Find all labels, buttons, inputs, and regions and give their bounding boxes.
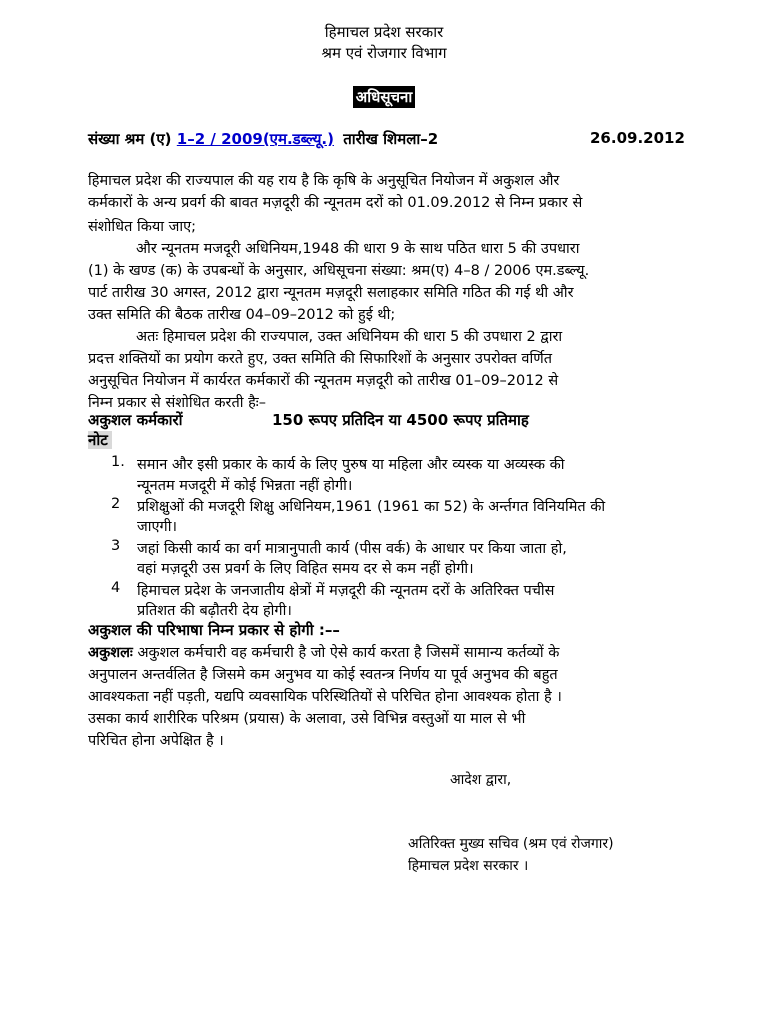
note-item-4-line2: प्रतिशत की बढ़ौतरी देय होगी। — [137, 603, 292, 619]
note-item-1-number: 1. — [111, 454, 125, 470]
ref-date: 26.09.2012 — [590, 129, 685, 147]
para2-line4: उक्त समिति की बैठक तारीख 04–09–2012 को हुई थी; — [88, 307, 396, 323]
signatory-designation: अतिरिक्त मुख्य सचिव (श्रम एवं रोजगार) — [408, 836, 614, 852]
note-heading-wrap — [88, 430, 112, 450]
ref-date-label: तारीख शिमला–2 — [343, 130, 439, 148]
definition-term: अकुशलः — [88, 645, 133, 661]
note-item-1-line1: समान और इसी प्रकार के कार्य के लिए पुरुष या महिला और व्यस्क या अव्यस्क की — [137, 457, 565, 473]
para2-line1: और न्यूनतम मजदूरी अधिनियम,1948 की धारा 9 के साथ पठित धारा 5 की उपधारा — [136, 241, 580, 257]
para1-line3: संशोधित किया जाए; — [88, 219, 197, 235]
ref-prefix: संख्या श्रम (ए) — [88, 130, 172, 148]
ref-line — [88, 129, 438, 149]
note-item-3-line1: जहां किसी कार्य का वर्ग मात्रानुपाती कार्य (पीस वर्क) के आधार पर किया जाता हो, — [137, 541, 567, 557]
para3-line3: अनुसूचित नियोजन में कार्यरत कर्मकारों की न्यूनतम मज़दूरी को तारीख 01–09–2012 से — [88, 373, 559, 389]
para2-line2: (1) के खण्ड (क) के उपबन्धों के अनुसार, अधिसूचना संख्या: श्रम(ए) 4–8 / 2006 एम.डब्ल्यू. — [88, 263, 590, 279]
notice-title-wrap — [0, 86, 768, 108]
order-by: आदेश द्वारा, — [450, 772, 512, 788]
definition-line5: परिचित होना अपेक्षित है । — [88, 733, 224, 749]
govt-header: हिमाचल प्रदेश सरकार — [324, 23, 444, 41]
notice-title: अधिसूचना — [353, 86, 415, 108]
definition-line3: आवश्यकता नहीं पड़ती, यद्यपि व्यवसायिक परिस्थितियों से परिचित होना आवश्यक होता है । — [88, 689, 562, 705]
para1-line1: हिमाचल प्रदेश की राज्यपाल की यह राय है कि कृषि के अनुसूचित नियोजन में अकुशल और — [88, 173, 560, 189]
definition-line1 — [88, 642, 559, 662]
para2-line3: पार्ट तारीख 30 अगस्त, 2012 द्वारा न्यूनतम मज़दूरी सलाहकार समिति गठित की गई थी और — [88, 285, 574, 301]
para3-line2: प्रदत्त शक्तियों का प्रयोग करते हुए, उक्त समिति की सिफारिशों के अनुसार उपरोक्त वर्णित — [88, 351, 552, 367]
para1-line2: कर्मकारों के अन्य प्रवर्ग की बावत मज़दूरी की न्यूनतम दरों को 01.09.2012 से निम्न प्रकार से — [88, 195, 583, 211]
definition-line2: अनुपालन अन्तर्वलित है जिसमे कम अनुभव या कोई स्वतन्त्र निर्णय या पूर्व अनुभव की बहुत — [88, 667, 558, 683]
note-item-3-line2: वहां मज़दूरी उस प्रवर्ग के लिए विहित समय दर से कम नहीं होगी। — [137, 561, 474, 577]
note-item-1-line2: न्यूनतम मजदूरी में कोई भिन्नता नहीं होगी। — [137, 478, 353, 494]
note-item-4-line1: हिमाचल प्रदेश के जनजातीय क्षेत्रों में मज़दूरी की न्यूनतम दरों के अतिरिक्त पचीस — [137, 583, 555, 599]
wage-label: अकुशल कर्मकारों — [88, 411, 183, 429]
note-item-2-number: 2 — [111, 496, 121, 512]
para3-line4: निम्न प्रकार से संशोधित करती हैः– — [88, 395, 266, 411]
definition-line4: उसका कार्य शारीरिक परिश्रम (प्रयास) के अलावा, उसे विभिन्न वस्तुओं या माल से भी — [88, 711, 526, 727]
note-item-2-line2: जाएगी। — [137, 519, 177, 535]
dept-header: श्रम एवं रोजगार विभाग — [321, 44, 447, 62]
signatory-govt: हिमाचल प्रदेश सरकार । — [408, 858, 529, 874]
definition-line1-text: अकुशल कर्मचारी वह कर्मचारी है जो ऐसे कार्य करता है जिसमें सामान्य कर्तव्यों के — [132, 645, 560, 661]
ref-number-link[interactable]: 1–2 / 2009(एम.डब्ल्यू.) — [176, 130, 334, 148]
note-item-2-line1: प्रशिक्षुओं की मजदूरी शिक्षु अधिनियम,1961 (1961 का 52) के अर्न्तगत विनियमित की — [137, 499, 606, 515]
wage-value: 150 रूपए प्रतिदिन या 4500 रूपए प्रतिमाह — [272, 411, 529, 429]
note-item-3-number: 3 — [111, 538, 121, 554]
note-item-4-number: 4 — [111, 580, 121, 596]
para3-line1: अतः हिमाचल प्रदेश की राज्यपाल, उक्त अधिनियम की धारा 5 की उपधारा 2 द्वारा — [136, 329, 563, 345]
definition-heading: अकुशल की परिभाषा निम्न प्रकार से होगी :–– — [88, 621, 340, 639]
note-heading: नोट — [88, 431, 112, 449]
